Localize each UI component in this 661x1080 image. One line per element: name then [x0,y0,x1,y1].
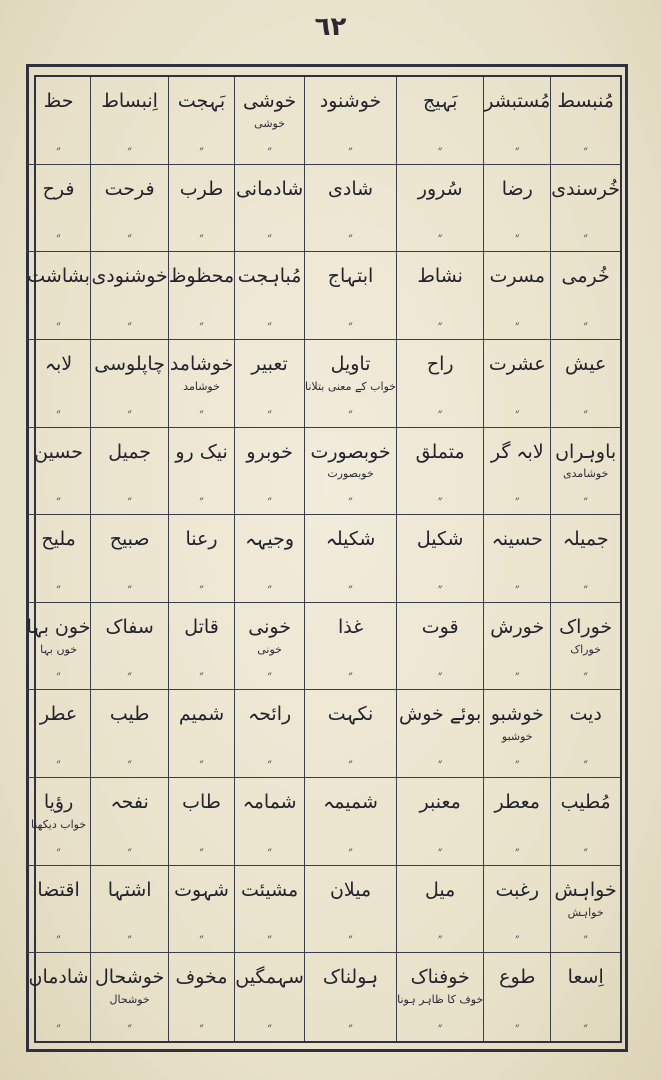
cell-word: بوئے خوش [399,703,482,726]
table-cell [304,515,396,603]
cell-note: خوشبو [501,730,533,744]
table-cell [27,515,91,603]
ditto-mark: ״ [127,230,132,245]
ditto-mark: ״ [514,317,520,332]
cell-word: دیت [569,703,602,726]
table-cell [234,340,304,428]
table-cell [234,428,304,516]
ditto-mark: ״ [267,756,272,771]
ditto-mark: ״ [514,931,520,946]
cell-word: خوشبو [490,703,544,726]
table-cell [27,428,91,516]
ditto-mark: ״ [56,756,61,771]
ditto-mark: ״ [437,493,443,508]
table-cell [90,515,167,603]
table-cell [550,866,620,954]
ditto-mark: ״ [267,931,272,946]
table-cell [168,165,234,253]
cell-word: مُستبشر [484,90,551,112]
table-cell [550,953,620,1041]
ditto-mark: ״ [348,493,353,508]
table-cell [90,603,167,691]
table-cell [483,428,550,516]
cell-word: بشاشت [27,265,90,288]
table-cell [304,428,396,516]
table-cell [304,252,396,340]
cell-word: عیش [564,352,607,375]
ditto-mark: ״ [583,317,588,332]
cell-word: قاتل [184,615,219,638]
cell-word: تعبیر [251,352,288,375]
cell-word: سُرور [417,177,463,200]
cell-note: خوشی [254,116,286,130]
ditto-mark: ״ [199,931,204,946]
table-cell [234,165,304,253]
ditto-mark: ״ [127,317,132,332]
table-cell [550,165,620,253]
ditto-mark: ״ [514,843,520,858]
ditto-mark: ״ [199,1019,204,1034]
cell-word: قوت [421,615,459,638]
cell-word: فرح [42,177,75,200]
ditto-mark: ״ [348,405,353,420]
table-cell [304,690,396,778]
ditto-mark: ״ [127,931,132,946]
cell-word: نفحہ [110,791,149,814]
cell-word: ہولناک [322,966,379,989]
table-cell [550,252,620,340]
ditto-mark: ״ [437,580,443,595]
ditto-mark: ״ [348,931,353,946]
cell-word: حظ [43,90,74,112]
cell-word: رؤیا [43,791,74,814]
ditto-mark: ״ [437,843,443,858]
table-cell [550,778,620,866]
ditto-mark: ״ [267,142,272,157]
ditto-mark: ״ [583,1019,588,1034]
cell-word: رائحہ [248,703,292,726]
ditto-mark: ״ [437,1019,443,1034]
cell-note: خوشامدی [562,467,609,481]
table-cell [27,953,91,1041]
cell-word: خون بہا [26,615,91,638]
table-cell [234,603,304,691]
table-cell [304,778,396,866]
ditto-mark: ״ [127,1019,132,1034]
cell-word: نشاط [417,265,463,288]
cell-word: غذا [337,615,364,638]
cell-word: خوشنودی [91,265,168,288]
ditto-mark: ״ [127,493,132,508]
cell-word: میل [425,878,456,901]
page-number: ٦٢ [314,12,347,42]
ditto-mark: ״ [437,142,443,157]
cell-word: طیب [109,703,150,726]
cell-word: سہمگیں [235,966,304,989]
ditto-mark: ״ [267,1019,272,1034]
table-cell [304,165,396,253]
ditto-mark: ״ [437,405,443,420]
ditto-mark: ״ [127,668,132,683]
cell-word: اِسعا [567,966,604,989]
ditto-mark: ״ [199,317,204,332]
ditto-mark: ״ [348,668,353,683]
ditto-mark: ״ [583,580,588,595]
cell-word: اشتہا [107,878,152,901]
cell-word: خوشحال [94,966,165,989]
ditto-mark: ״ [127,756,132,771]
table-cell [396,77,483,165]
ditto-mark: ״ [267,493,272,508]
table-cell [304,866,396,954]
cell-word: چاپلوسی [94,352,165,375]
cell-word: بَہجت [177,90,226,112]
ditto-mark: ״ [199,230,204,245]
cell-word: خوشامد [169,352,234,375]
cell-note: خوبصورت [327,467,374,481]
table-cell [396,252,483,340]
table-cell [483,340,550,428]
cell-note: خوراک [570,642,601,656]
ditto-mark: ״ [514,580,520,595]
cell-word: مُنبسط [557,90,614,112]
ditto-mark: ״ [348,142,353,157]
table-cell [483,252,550,340]
cell-word: نکہت [327,703,374,726]
cell-word: باوہراں [555,440,617,463]
cell-word: شکیلہ [325,528,376,551]
cell-word: عطر [39,703,78,726]
table-cell [396,515,483,603]
table-cell [550,603,620,691]
ditto-mark: ״ [348,230,353,245]
cell-word: محظوظ [168,265,235,288]
cell-word: شکیل [416,528,464,551]
ditto-mark: ״ [437,931,443,946]
cell-word: شادماں [28,966,89,989]
ditto-mark: ״ [56,580,61,595]
table-cell [168,340,234,428]
ditto-mark: ״ [437,317,443,332]
table-cell [304,603,396,691]
table-cell [27,252,91,340]
ditto-mark: ״ [127,405,132,420]
cell-word: سفاک [105,615,154,638]
ditto-mark: ״ [514,1019,520,1034]
ditto-mark: ״ [583,668,588,683]
ditto-mark: ״ [583,931,588,946]
table-cell [168,603,234,691]
cell-note: خوشحال [109,993,150,1007]
ditto-mark: ״ [348,843,353,858]
table-cell [396,690,483,778]
ditto-mark: ״ [56,931,61,946]
ditto-mark: ״ [514,405,520,420]
ditto-mark: ״ [267,668,272,683]
ditto-mark: ״ [514,493,520,508]
cell-word: شمیمہ [323,791,378,814]
cell-note: خواہش [567,905,604,919]
table-cell [168,690,234,778]
table-cell [27,165,91,253]
cell-word: حسین [34,440,84,463]
ditto-mark: ״ [514,668,520,683]
cell-word: خوبرو [246,440,293,463]
table-cell [27,866,91,954]
table-cell [234,515,304,603]
cell-word: خونی [248,615,291,638]
ditto-mark: ״ [199,580,204,595]
cell-word: رغبت [495,878,540,901]
table-cell [483,778,550,866]
ditto-mark: ״ [56,493,61,508]
table-cell [27,340,91,428]
ditto-mark: ״ [267,317,272,332]
ditto-mark: ״ [583,230,588,245]
table-cell [304,77,396,165]
table-cell [234,252,304,340]
cell-word: حسینہ [491,528,543,551]
cell-word: لابہ گر [490,440,544,463]
cell-word: خوبصورت [310,440,391,463]
ditto-mark: ״ [583,756,588,771]
cell-word: مخوف [175,966,228,989]
table-cell [90,690,167,778]
cell-word: رضا [501,177,533,200]
table-cell [168,428,234,516]
ditto-mark: ״ [514,142,520,157]
cell-word: مُباہجت [237,265,302,288]
ditto-mark: ״ [267,843,272,858]
table-cell [90,953,167,1041]
table-cell [234,953,304,1041]
ditto-mark: ״ [56,230,61,245]
cell-word: میلان [329,878,372,901]
ditto-mark: ״ [127,142,132,157]
cell-word: رعنا [185,528,218,551]
ditto-mark: ״ [56,317,61,332]
table-cell [396,778,483,866]
table-cell [483,515,550,603]
ditto-mark: ״ [348,1019,353,1034]
cell-word: راح [426,352,454,375]
cell-word: خُرسندی [551,177,620,200]
table-cell [396,866,483,954]
table-cell [483,953,550,1041]
table-cell [90,165,167,253]
ditto-mark: ״ [199,843,204,858]
table-cell [396,165,483,253]
table-cell [550,340,620,428]
ditto-mark: ״ [267,230,272,245]
table-cell [168,515,234,603]
ditto-mark: ״ [437,668,443,683]
ditto-mark: ״ [56,843,61,858]
cell-word: جمیلہ [562,528,609,551]
ditto-mark: ״ [127,580,132,595]
ditto-mark: ״ [56,668,61,683]
cell-word: شمیم [178,703,225,726]
cell-word: طاب [182,791,221,814]
cell-note: خوشامد [183,379,220,393]
cell-word: خوشنود [319,90,382,112]
table-cell [27,603,91,691]
cell-word: خورش [490,615,545,638]
cell-word: اقتضا [37,878,80,901]
cell-word: صبیح [109,528,150,551]
ditto-mark: ״ [514,756,520,771]
cell-word: عشرت [488,352,546,375]
ditto-mark: ״ [199,142,204,157]
cell-note: خواب کے معنی بتلانا [304,379,397,393]
table-cell [234,866,304,954]
cell-word: طرب [179,177,224,200]
ditto-mark: ״ [348,580,353,595]
cell-word: فرحت [104,177,155,200]
cell-word: شمامہ [242,791,297,814]
table-cell [90,428,167,516]
table-cell [483,690,550,778]
ditto-mark: ״ [348,317,353,332]
table-cell [396,340,483,428]
table-cell [27,77,91,165]
cell-word: شادی [328,177,374,200]
ditto-mark: ״ [199,493,204,508]
table-cell [90,252,167,340]
ditto-mark: ״ [127,843,132,858]
cell-word: ابتہاج [327,265,374,288]
cell-word: تاویل [330,352,371,375]
cell-word: معنبر [419,791,461,814]
ditto-mark: ״ [56,1019,61,1034]
ditto-mark: ״ [437,230,443,245]
ditto-mark: ״ [583,405,588,420]
table-cell [90,866,167,954]
table-cell [90,340,167,428]
table-cell [550,77,620,165]
table-cell [234,77,304,165]
table-cell [90,778,167,866]
ditto-mark: ״ [514,230,520,245]
table-cell [168,778,234,866]
cell-word: معطر [494,791,540,814]
ditto-mark: ״ [267,405,272,420]
ditto-mark: ״ [199,756,204,771]
table-cell [396,603,483,691]
cell-note: خوف کا ظاہر ہونا [397,993,484,1007]
cell-word: شادمانی [235,177,304,200]
ditto-mark: ״ [437,756,443,771]
cell-word: مُطیب [560,791,611,814]
cell-word: خوشی [242,90,297,112]
cell-word: شہوت [174,878,229,901]
cell-note: خونی [257,642,282,656]
ditto-mark: ״ [583,843,588,858]
ditto-mark: ״ [583,493,588,508]
table-cell [550,515,620,603]
table-cell [550,690,620,778]
table-cell [27,690,91,778]
table-cell [168,953,234,1041]
cell-note: خوں بہا [40,642,78,656]
ditto-mark: ״ [56,142,61,157]
ditto-mark: ״ [56,405,61,420]
table-cell [90,77,167,165]
cell-word: خواہش [554,878,617,901]
cell-word: بَہیج [422,90,458,112]
table-cell [396,428,483,516]
cell-word: وجیہہ [245,528,295,551]
cell-word: خوفناک [410,966,470,989]
table-cell [168,252,234,340]
table-cell [550,428,620,516]
cell-word: اِنبساط [101,90,158,112]
ditto-mark: ״ [199,405,204,420]
cell-note: خواب دیکھنا [30,817,87,831]
cell-word: نیک رو [175,440,228,463]
cell-word: خُرمی [561,265,610,288]
cell-word: جمیل [108,440,152,463]
ditto-mark: ״ [583,142,588,157]
ditto-mark: ״ [267,580,272,595]
ditto-mark: ״ [199,668,204,683]
cell-word: طوع [499,966,536,989]
cell-word: لابہ [44,352,73,375]
table-cell [168,866,234,954]
table-cell [483,77,550,165]
table-cell [234,778,304,866]
table-cell [304,953,396,1041]
cell-word: متملق [415,440,465,463]
table-cell [396,953,483,1041]
ditto-mark: ״ [348,756,353,771]
cell-word: ملیح [41,528,76,551]
table-cell [483,866,550,954]
table-cell [27,778,91,866]
cell-word: خوراک [559,615,613,638]
word-table [26,75,622,1043]
table-cell [304,340,396,428]
table-cell [483,603,550,691]
table-cell [168,77,234,165]
cell-word: مسرت [489,265,545,288]
table-cell [483,165,550,253]
cell-word: مشیئت [240,878,299,901]
table-cell [234,690,304,778]
